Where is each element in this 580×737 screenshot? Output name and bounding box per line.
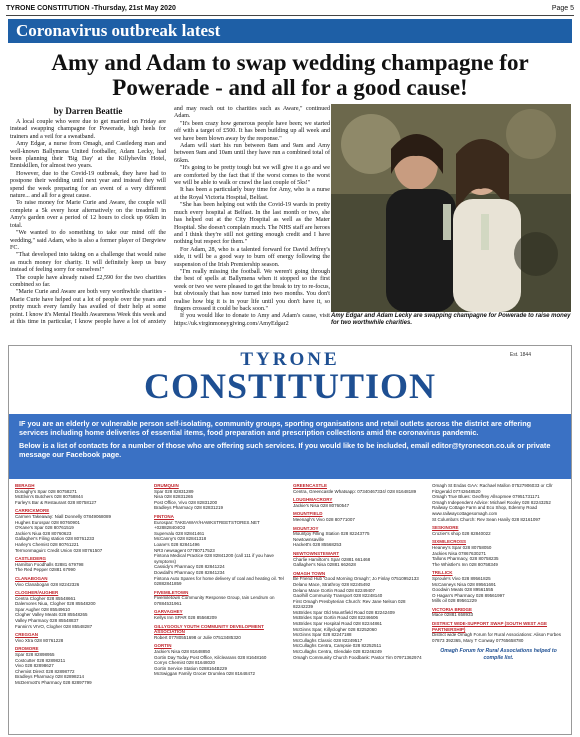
directory-entry: Post Office, Vivo 028 82831200: [154, 499, 218, 505]
directory-entry: Robert 07780551698 or Julie 07513485320: [154, 634, 241, 640]
directory-section-heading: MOUNTJOY: [293, 525, 319, 531]
directory-entry: District wide Omagh Forum for Rural Associations: Alison Forbes 07873 392365, Mary T Conway 07765658780: [432, 632, 562, 643]
directory-column: [293, 483, 426, 729]
page-header: [6, 2, 574, 14]
directory-entry: Fintona Auto Spares for home delivery of coal and heating oil. Tel 02882841859: [154, 575, 284, 587]
directory-section-heading: CREGGAN: [15, 632, 39, 638]
directory-entry: Jackie's Nisa 028 81648850: [154, 649, 211, 655]
directory-section: [154, 514, 287, 587]
article-paragraph: However, due to the Covid-19 outbreak, they have had to postpone their wedding until next year and instead they will spend the week preparing for an event of a very different nature... and all for a great cause.: [10, 170, 166, 200]
advert-intro-1: IF you are an elderly or vulnerable person self-isolating, community groups, sporting organisations and retail outlets across the district are offering services including home deliveries of essential items, food preparation and prescription collections amid the coronavirus pandemic.: [19, 419, 532, 437]
directory-entry: Cassidy's Pharmacy 028 82841224: [154, 564, 225, 570]
directory-section: [15, 483, 148, 505]
article-paragraph: The couple have already raised £2,590 for the two charities combined so far.: [10, 274, 166, 288]
directory-column: [15, 483, 148, 729]
directory-entry: Carmen Takeaway: Niall Donnelly 07849068089: [15, 513, 111, 519]
directory-entry: McElvin's Butchers 028 80758844: [15, 494, 83, 500]
directory-entry: Hughes Eurospar 028 80760901: [15, 519, 81, 525]
directory-entry: Crozier's shop 028 82840022: [432, 530, 491, 536]
directory-entry: McSwiggan Family Grocer Drumlea 028 81648472: [154, 671, 256, 677]
directory-entry: Mountjoy Filling Station 028 82243775: [293, 531, 370, 537]
directory-entry: Farley's Bar & Restaurant 028 80758127: [15, 499, 97, 505]
directory-section-heading: CLOGHER/AUGHER: [15, 590, 59, 596]
directory-section-heading: DISTRICT WIDE-SUPPORT SWAP (SOUTH WEST AGE PARTNERSHIP): [432, 621, 548, 632]
directory-entry: McCullaghs Centra, Campsie 028 82252511: [293, 643, 382, 649]
directory-section: [15, 590, 148, 629]
article-paragraph: "It's been crazy how generous people have been; we started off with a target of £500. It has been building up all week and we have been blown away by the response.": [174, 120, 330, 142]
directory-entry: Gortin Service Station 0288164B229: [154, 665, 228, 671]
directory-entry: Newtownsaville: [293, 536, 325, 542]
directory-entry: Fivemiletown Community Response Group, Iain Lendrum on 07884531961: [154, 595, 275, 606]
directory-section: [432, 483, 565, 522]
directory-section: [15, 646, 148, 685]
directory-section-heading: GREENCASTLE: [293, 483, 328, 488]
article-body: [10, 106, 330, 341]
byline: by Darren Beattie: [53, 106, 123, 116]
directory-column: [432, 483, 565, 729]
directory-section: [432, 539, 565, 567]
services-advert: [8, 345, 572, 735]
article-photo: [331, 104, 571, 312]
advert-intro-box: [9, 414, 571, 479]
article-paragraph: Adam will start his run between 8am and 9am and Amy between 9am and 10am until they have run a combined total of 66km.: [174, 143, 330, 164]
advert-intro-2: Below is a list of contacts for a number of those who are offering such services. If you would like to be included, email editor@tyronecon.co.uk or private message our Facebook page.: [19, 441, 551, 459]
directory-section: [154, 590, 287, 607]
directory-entry: Bradleys Pharmacy 028 82898214: [15, 674, 85, 680]
article-paragraph: "It's going to be pretty tough but we will give it a go and we are comforted by the fact that if the worst comes to the worst we will be able to walk or crawl the last couple of 5ks!": [174, 165, 330, 187]
directory-entry: McBrides Spar Old Mountfield Road 028 82242409: [293, 609, 395, 615]
directory-entry: Gallagher's Filing station 028 80761233: [15, 536, 95, 542]
directory-entry: Omagh St Endas GAA: Rachael Mallon 07527906033 or Cllr Fitzgerald 07742648520: [432, 483, 553, 494]
article-paragraph: For Adam, 28, who is a talented forward for David Jeffrey's side, it will be a good way to burn off energy following the suspension of the Irish Premiership season.: [174, 246, 330, 268]
directory-section-heading: GARVAGHEY: [154, 609, 183, 615]
directory-entry: Corrys Chemist 028 81648020: [154, 660, 216, 666]
directory-entry: O'Kane's Spar 028 80761519: [15, 525, 74, 531]
directory-section: [432, 621, 565, 643]
article-headline: Amy and Adam to swap wedding champagne for Powerade - and all for a good cause!: [51, 50, 529, 100]
directory-section-heading: FIVEMILETOWN: [154, 589, 189, 595]
directory-entry: Omagh Independent Advice: Michael Rooley 028 82243252: [432, 499, 551, 505]
directory-section-heading: FINTONA: [154, 513, 174, 519]
section-banner: Coronavirus outbreak latest: [8, 19, 572, 43]
directory-entry: NR3 newsagent 07780717523: [154, 547, 215, 553]
directory-entry: Mace 02881 658933: [432, 612, 474, 618]
directory-entry: McGinns Spar 028 82247188: [293, 632, 352, 638]
directory-section-heading: MOUNTFIELD: [293, 511, 323, 517]
directory-section-heading: CASTLEDERG: [15, 556, 47, 562]
article-paragraph: It has been a particularly busy time for Amy, who is a nurse at the Royal Victoria Hospital, Belfast.: [174, 187, 330, 201]
directory-entry: Omagh True Blues: Geoffrey Allsopmee 07951731171: [432, 494, 540, 500]
directory-entry: Donaghy's Spar 028 80758271: [15, 488, 77, 494]
directory-entry: The Red Pepper 02881 67990: [15, 567, 76, 573]
directory-section: [432, 525, 565, 536]
directory-section-heading: OMAGH TOWN: [293, 570, 326, 576]
directory-entry: Eurospar: TAKEAWAY/HAWKSTREETSTORES.NET: [154, 519, 260, 525]
directory-entry: Gaolhill Community Transport 028 82248140: [293, 593, 383, 599]
directory-section: [293, 551, 426, 568]
directory-section-heading: DRUMQUIN: [154, 483, 179, 488]
directory-section: [293, 483, 426, 494]
services-directory: [15, 483, 565, 729]
couple-photo-illustration: [331, 104, 571, 312]
directory-section: [15, 632, 148, 643]
masthead-est: Est. 1844: [509, 352, 531, 358]
directory-entry: Costcutter 028 82898211: [15, 657, 66, 663]
directory-entry: Spar 028 82898955: [15, 652, 55, 658]
directory-entry: Gortin Day Today Post Office, Kilclearans 028 81648160: [154, 654, 267, 660]
directory-section: [293, 497, 426, 508]
article-paragraph: "I'm really missing the football. We weren't going through the best of spells at Ballymena when it stopped so the first week or two we were pleased to get the break to try to re-focus, but obviously that has now turned into two months. You don't realise how big it is in your life until you don't have it, so fingers crossed it could be back soon.": [174, 268, 330, 312]
directory-section: [15, 508, 148, 553]
directory-entry: Bradleys Pharmacy 028 82831219: [154, 505, 224, 511]
article-paragraph: "That developed into taking on a challenge that would raise as much money for charity. It will definitely keep us busy instead of feeling sorry for ourselves!": [10, 252, 166, 274]
page-number: Page 5: [551, 4, 574, 12]
directory-entry: Gallagher's Nisa 02881 662628: [293, 562, 356, 568]
directory-entry: Termonmaguirc Credit Union 028 80761507: [15, 547, 103, 553]
directory-entry: McBrides Spar Hospital Road 028 82244861: [293, 621, 383, 627]
directory-entry: Sproule's Vivo 028 89561825: [432, 575, 491, 581]
directory-entry: Goodwin Meats 028 89561555: [432, 587, 494, 593]
directory-section: [293, 571, 426, 661]
directory-credit: Omagh Forum for Rural Associations helped to compile list.: [440, 648, 557, 661]
directory-section: [154, 643, 287, 677]
directory-entry: Jackies Nisa 07867630271: [432, 550, 487, 556]
directory-entry: McCanny's 028 82841318: [154, 536, 207, 542]
article-paragraph: "She has been helping out with the Covid-19 wards in pretty much every hospital at Belfast. In the last month or two, she has helped out at the City Hospital as well as the Mater Hospital. She doesn't complain much. The NHS staff are heroes and I think they're still not getting enough credit and I have nothing but respect for them.": [174, 202, 330, 246]
directory-entry: McGinns Spar, Killyclogher 028 82252060: [293, 626, 377, 632]
directory-entry: Clogher Valley Meats 028 85548265: [15, 612, 88, 618]
page-header-left: TYRONE CONSTITUTION -Thursday, 21st May 2020: [6, 4, 176, 12]
directory-entry: Spar Augher 028 85549610: [15, 606, 71, 612]
directory-entry: Vivo 028 82898627: [15, 663, 54, 669]
header-rule: [6, 15, 574, 16]
directory-entry: Omagh Community Church Foodbank: Pastor Tim 07971362974: [293, 654, 422, 660]
article-paragraph: Amy Edgar, a nurse from Omagh, and Castlederg man and well-known Ballymena United footballer, Adam Lecky, had been planning their 'Big Day' at the Killyhevlin Hotel, Enniskillen, for almost two years.: [10, 141, 166, 170]
directory-entry: Charlie Hamilton's Spar 02881 661468: [293, 556, 371, 562]
directory-entry: Kellys Inn SPAR 028 85568209: [154, 615, 217, 621]
directory-entry: Supervalu 028 82841461: [154, 530, 205, 536]
directory-entry: Fannin's VIVO, Clogher 028 85548287: [15, 623, 93, 629]
directory-section-heading: SESKINORE: [432, 525, 459, 531]
directory-entry: Delano Mace Gortin Road 028 82249407: [293, 587, 376, 593]
directory-entry: Fintona Medical Practice 028 82841200 (call 111 if you have symptoms): [154, 553, 274, 564]
directory-entry: Be Friend Hub 'Good Morning Omagh'; Jo Finlay 07510952133: [293, 576, 419, 582]
directory-entry: McCullaghs Centra, Glendale 028 82246249: [293, 649, 382, 655]
article-paragraph: If you would like to donate to Amy and Adam's cause, visit https://uk.virginmoneygiving.com/AmyEdgar2: [174, 313, 330, 327]
directory-entry: The Whistler's Inn 028 80758349: [432, 561, 498, 567]
directory-entry: +028828404O3: [154, 525, 186, 531]
directory-entry: Mills oil 028 89561229: [432, 598, 477, 604]
directory-entry: St Columba's Church: Rev Sean Hanily 028 82161097: [432, 516, 541, 522]
directory-section-heading: SIXMILECROSS: [432, 539, 467, 545]
directory-column: [154, 483, 287, 729]
directory-entry: Chemist Direct 028 82898772: [15, 668, 75, 674]
masthead-constitution: CONSTITUTION: [143, 366, 437, 406]
directory-section: [15, 556, 148, 573]
directory-entry: Jackie's Niua 028 80760623: [15, 530, 72, 536]
directory-section: [432, 570, 565, 604]
directory-entry: Centra, Greencastle Whatsapp: 07340467334/ 028 81648189: [293, 488, 417, 494]
article-paragraph: "We wanted to do something to take our mind off the wedding," said Adam, who is also a former player of Dergview FC.: [10, 230, 166, 251]
directory-section-heading: GORTIN: [154, 643, 172, 649]
article-paragraph: To raise money for Marie Curie and Aware, the couple will complete a 5k every hour alternatively on the treadmill in Amy's garden over a period of 12 hours to clock up 66km in total.: [10, 200, 166, 229]
directory-entry: Tallons Pharmacy, 028 80758235: [432, 556, 499, 562]
directory-section: [293, 511, 426, 522]
photo-caption: Amy Edgar and Adam Lecky are swapping champagne for Powerade to raise money for two worthwhile charities.: [331, 313, 571, 326]
directory-entry: Valley Pharmacy 028 85548837: [15, 618, 79, 624]
directory-section-heading: VICTORIA BRIDGE: [432, 606, 473, 612]
directory-entry: Hamilton Foodhalls 02881 679798: [15, 561, 84, 567]
directory-section: [154, 609, 287, 620]
directory-entry: Jackie's Nisa 028 80760547: [293, 502, 350, 508]
directory-entry: Dalemores Niua, Clogher 028 85548200: [15, 601, 96, 607]
directory-entry: Nisa 028 82831265: [154, 494, 194, 500]
directory-entry: McCanneys Nisa 028 89561691: [432, 581, 497, 587]
directory-entry: O Hagan's Pharmacy 028 89561997: [432, 592, 505, 598]
directory-entry: Dowdall's Pharmacy 028 82841234: [154, 569, 225, 575]
directory-entry: Hackett's 028 85568253: [293, 542, 342, 548]
directory-section-heading: TRILLICK: [432, 570, 453, 576]
directory-section: [432, 607, 565, 618]
directory-section-heading: CARRICKMORE: [15, 508, 50, 514]
directory-section-heading: NEWTOWNSTEWART: [293, 550, 340, 556]
directory-entry: Meenagh's Vivo 028 80771007: [293, 516, 355, 522]
directory-entry: Railway Cottage Farm and Eco Shop, Edenmy Road www.railwaycottagesomagh.com: [432, 505, 538, 516]
directory-entry: Heaney's Spar 028 80758050: [432, 544, 492, 550]
article-paragraph: "Marie Curie and Aware are both very worthwhile charities - Marie Curie have helped out a lot of people over the years and pretty much every family has availed of their help at some point. I know it's Mental Health Awareness Week this week and at this time in particular, I know people have a lot of anxiety and may reach out to charities such as Aware," continued Adam.: [10, 106, 330, 325]
directory-section-heading: CLANABOGAN: [15, 575, 48, 581]
directory-entry: McBrides Spar Gortin Road 028 82246606: [293, 615, 379, 621]
directory-entry: McDermott's Pharmacy 028 82897799: [15, 680, 92, 685]
directory-entry: Spar 028 82831289: [154, 488, 194, 494]
directory-section: [293, 526, 426, 548]
directory-entry: Harley's Chemist 028 80761221: [15, 541, 79, 547]
directory-entry: Vivo Xtra 028 80761228: [15, 637, 64, 643]
directory-entry: First Omagh Presbyterian Church: Rev Jane Nelson 028 82242239: [293, 598, 406, 610]
directory-entry: McCullaghs Classic 028 82249517: [293, 637, 363, 643]
article-paragraph: A local couple who were due to get married on Friday are instead swapping champagne for Powerade, high heels for trainers and a veil for a sweatband.: [10, 119, 166, 140]
masthead-tyrone: TYRONE: [240, 349, 340, 370]
directory-entry: Loane's 028 82841496: [154, 541, 200, 547]
directory-section: [154, 483, 287, 511]
directory-section: [154, 624, 287, 641]
directory-section-heading: LOUGHMACRORY: [293, 497, 333, 503]
directory-entry: Delano Mace, Strathroy 028 82245492: [293, 581, 371, 587]
directory-section-heading: BERAGH: [15, 483, 35, 488]
directory-entry: Centra Clogher 028 85548661: [15, 595, 76, 601]
directory-entry: Vivo Clanabogan 028 82242326: [15, 581, 80, 587]
directory-section: [15, 576, 148, 587]
directory-section-heading: GILLYGOOLY YOUTH COMMUNITY DEVELOPMENT ASSOCIATION: [154, 623, 264, 635]
directory-section-heading: DROMORE: [15, 646, 39, 652]
